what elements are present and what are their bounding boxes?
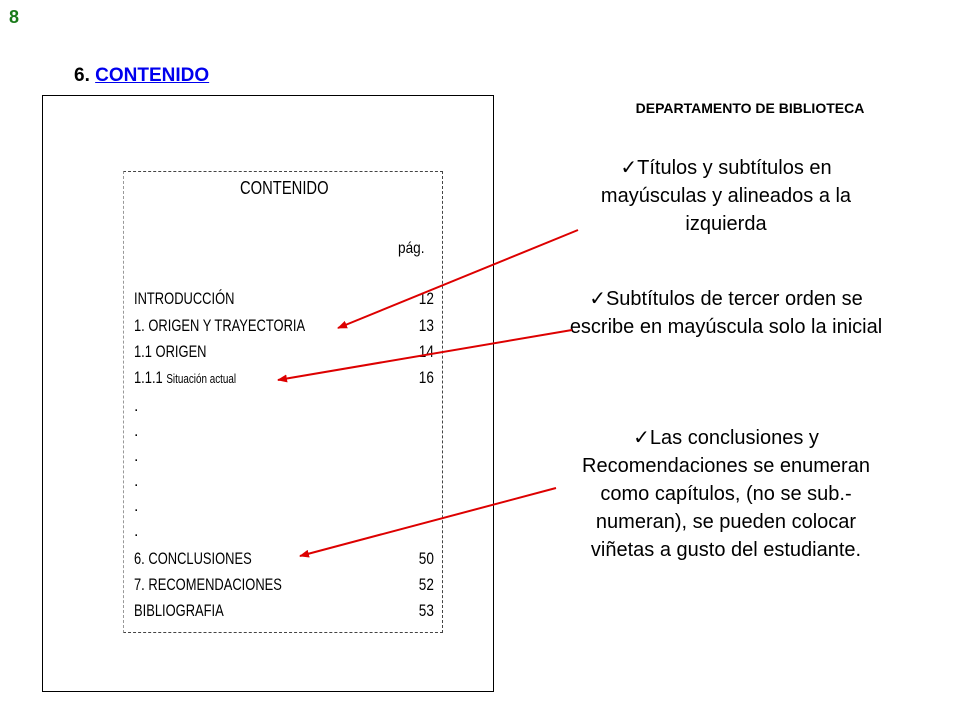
toc-entry-text: Situación actual (166, 371, 237, 386)
checkmark-icon: ✓ (589, 288, 606, 310)
note-text: Subtítulos de tercer orden se escribe en mayúscula solo la inicial (569, 288, 883, 338)
checkmark-icon: ✓ (633, 427, 650, 449)
toc-ellipsis-dot: . (134, 523, 139, 540)
toc-entry-page: 52 (418, 575, 434, 594)
toc-entry-label: 1. ORIGEN Y TRAYECTORIA (134, 316, 306, 335)
toc-entry-page: 50 (418, 549, 434, 568)
toc-ellipsis-dot: . (134, 498, 139, 515)
arrow-to-main-title (338, 230, 578, 328)
toc-entry-label: 7. RECOMENDACIONES (134, 575, 282, 594)
checkmark-icon: ✓ (620, 157, 638, 179)
department-label: DEPARTAMENTO DE BIBLIOTECA (635, 100, 865, 116)
arrow-to-third-order (278, 330, 572, 380)
arrow-to-conclusions (300, 488, 556, 556)
toc-ellipsis-dot: . (134, 448, 139, 465)
toc-entry-label: 6. CONCLUSIONES (134, 549, 252, 568)
toc-entry-page: 16 (418, 368, 434, 387)
toc-entry-label: 1.1 ORIGEN (134, 342, 207, 361)
note-text: Títulos y subtítulos en mayúsculas y alineados a la izquierda (600, 157, 852, 235)
toc-entry-page: 12 (418, 289, 434, 308)
toc-ellipsis-dot: . (134, 473, 139, 490)
toc-ellipsis-dot: . (134, 398, 139, 415)
toc-title: CONTENIDO (240, 178, 329, 198)
toc-entry-page: 14 (418, 342, 434, 361)
note-text: Las conclusiones y Recomendaciones se enumeran como capítulos, (no se sub.-numeran), se pueden colocar viñetas a gusto del estudiante. (582, 427, 870, 561)
toc-entry-label: BIBLIOGRAFIA (134, 601, 224, 620)
slide-number: 8 (9, 7, 20, 27)
toc-entry-number: 1.1.1 (134, 368, 163, 387)
toc-entry-page: 13 (418, 316, 434, 335)
toc-entry-page: 53 (418, 601, 434, 620)
toc-page-header: pág. (398, 240, 425, 257)
toc-entry-label: INTRODUCCIÓN (134, 289, 235, 308)
section-number: 6. (74, 65, 90, 86)
contenido-link[interactable]: CONTENIDO (95, 65, 210, 86)
toc-ellipsis-dot: . (134, 423, 139, 440)
